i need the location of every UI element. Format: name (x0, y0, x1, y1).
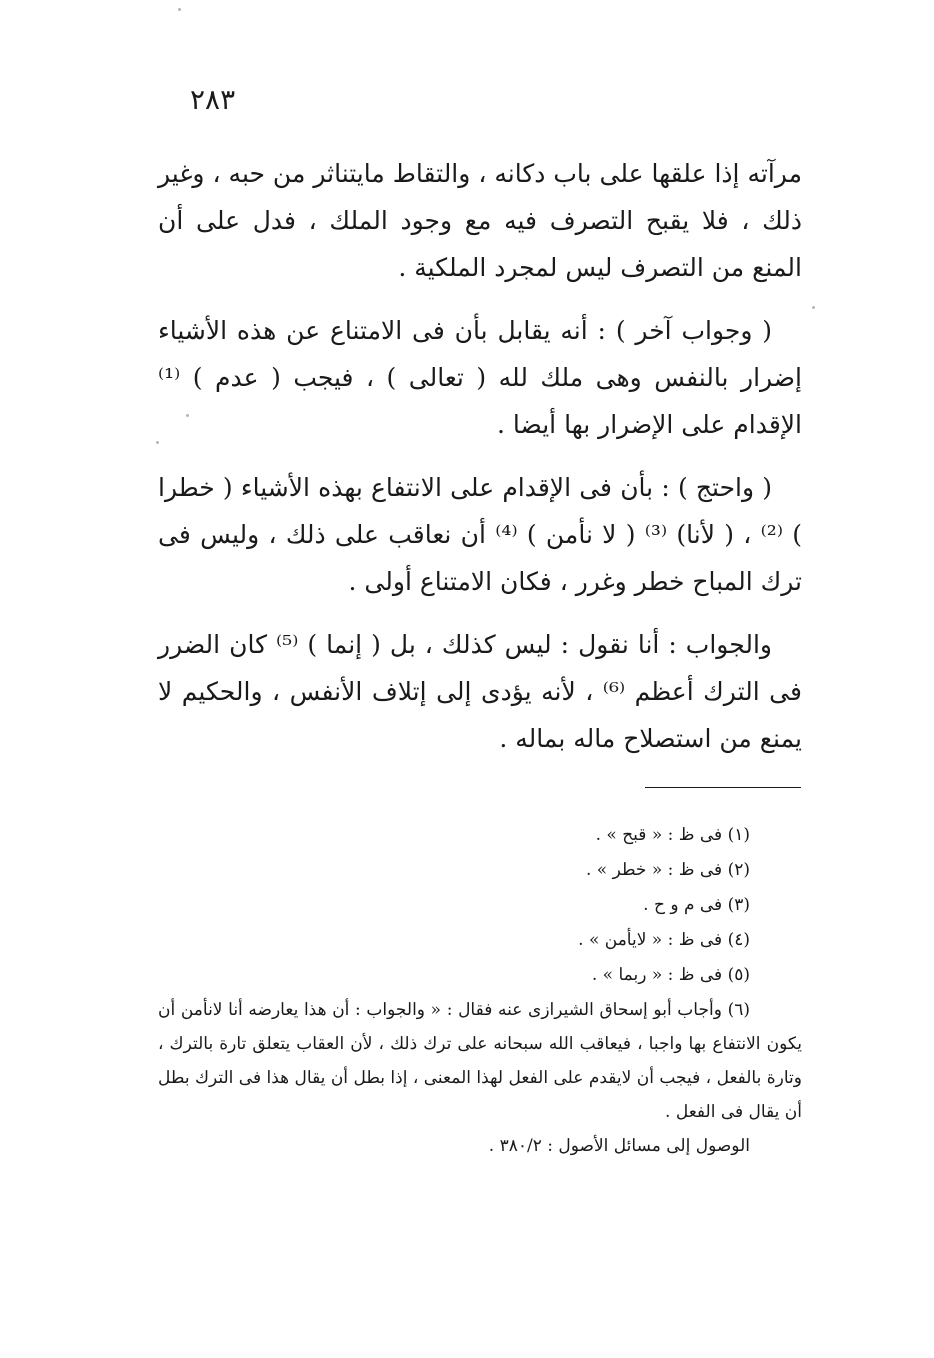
paragraph-another-answer: ( وجواب آخر ) : أنه يقابل بأن فى الامتناع عن هذه الأشياء إضرار بالنفس وهى ملك لله ( تعالى ) ، فيجب ( عدم ) ⁽¹⁾ الإقدام على الإضرار بها أيضا . (158, 316, 802, 439)
footnote-1: (١) فى ظ : « قبح » . (595, 825, 750, 845)
footnote-2: (٢) فى ظ : « خطر » . (585, 860, 750, 880)
footnote-4: (٤) فى ظ : « لايأمن » . (578, 930, 750, 950)
footnote-5: (٥) فى ظ : « ربما » . (591, 965, 750, 985)
footnote-3: (٣) فى م و ح . (643, 895, 750, 915)
footnotes (158, 818, 802, 1164)
footnote-6: (٦) وأجاب أبو إسحاق الشيرازى عنه فقال : « والجواب : أن هذا يعارضه أنا لانأمن أن يكون الانتفاع بها واجبا ، فيعاقب الله سبحانه على ترك ذلك ، لأن العقاب يتعلق تارة بالترك ، وتارة بالفعل ، فيجب أن لايقدم على الفعل لهذا المعنى ، إذا بطل أن يقال هذا فى الترك بطل أن يقال فى الفعل . (158, 1000, 802, 1122)
footnote-separator (645, 787, 801, 788)
scan-speck (812, 306, 815, 309)
footnote-reference: الوصول إلى مسائل الأصول : ٣٨٠/٢ . (488, 1136, 750, 1156)
paragraph-argument: ( واحتج ) : بأن فى الإقدام على الانتفاع بهذه الأشياء ( خطرا ) ⁽²⁾ ، ( لأنا) ⁽³⁾ ( لا نأمن ) ⁽⁴⁾ أن نعاقب على ذلك ، وليس فى ترك المباح خطر وغرر ، فكان الامتناع أولى . (158, 473, 803, 596)
paragraph-continuation: مرآته إذا علقها على باب دكانه ، والتقاط مايتناثر من حبه ، وغير ذلك ، فلا يقبح التصرف فيه مع وجود الملك ، فدل على أن المنع من التصرف ليس لمجرد الملكية . (158, 159, 802, 282)
scan-speck (178, 8, 181, 11)
page-number: ٢٨٣ (190, 83, 236, 116)
main-text (158, 150, 802, 778)
paragraph-answer: والجواب : أنا نقول : ليس كذلك ، بل ( إنما ) ⁽⁵⁾ كان الضرر فى الترك أعظم ⁽⁶⁾ ، لأنه يؤدى إلى إتلاف الأنفس ، والحكيم لا يمنع من استصلاح ماله بماله . (158, 630, 802, 753)
